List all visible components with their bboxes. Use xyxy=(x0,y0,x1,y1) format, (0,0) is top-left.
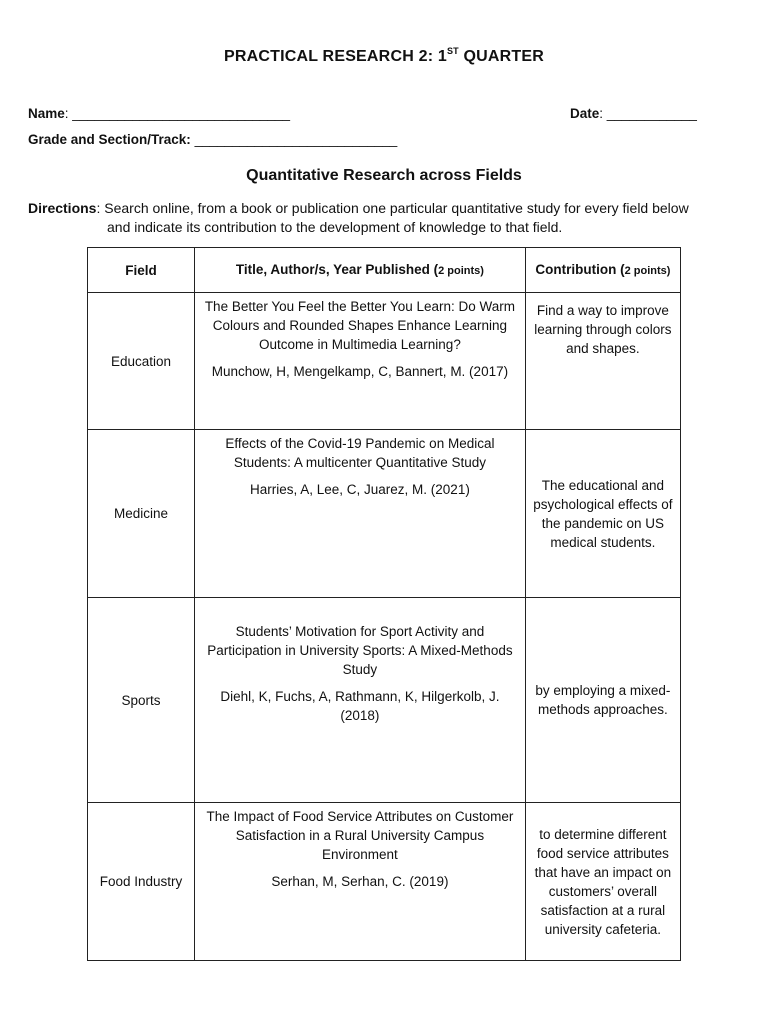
cell-title-citation[interactable] xyxy=(195,598,526,803)
table-row xyxy=(88,803,681,961)
table-row xyxy=(88,430,681,598)
name-label: Name xyxy=(28,106,65,121)
table-row xyxy=(88,598,681,803)
header-title-author-year: Title, Author/s, Year Published (2 points) xyxy=(195,248,526,293)
title-suffix: QUARTER xyxy=(458,48,545,65)
cell-contribution[interactable]: Find a way to improve learning through colors and shapes. xyxy=(525,293,680,430)
directions-label: Directions xyxy=(28,200,97,216)
cell-field: Education xyxy=(88,293,195,430)
study-title: Effects of the Covid-19 Pandemic on Medical Students: A multicenter Quantitative Study xyxy=(225,436,495,470)
directions-line-1: : Search online, from a book or publication one particular quantitative study for every field below xyxy=(96,200,689,216)
cell-title-citation[interactable] xyxy=(195,803,526,961)
table-row xyxy=(88,293,681,430)
date-blank[interactable]: : ____________ xyxy=(599,106,697,121)
cell-contribution[interactable]: The educational and psychological effects of the pandemic on US medical students. xyxy=(525,430,680,598)
table-header-row xyxy=(88,248,681,293)
header-title-points: 2 points) xyxy=(438,264,484,277)
section-heading: Quantitative Research across Fields xyxy=(246,167,522,184)
cell-field: Sports xyxy=(88,598,195,803)
study-title: The Impact of Food Service Attributes on Customer Satisfaction in a Rural University Campus Environment xyxy=(206,809,514,862)
cell-field: Medicine xyxy=(88,430,195,598)
grade-label: Grade and Section/Track: xyxy=(28,132,191,147)
grade-section-field[interactable] xyxy=(28,132,397,147)
document-title xyxy=(0,46,768,66)
title-prefix: PRACTICAL RESEARCH 2: 1 xyxy=(223,48,447,65)
study-title: Students’ Motivation for Sport Activity and Participation in University Sports: A Mixed-Methods Study xyxy=(207,624,513,677)
study-citation: Diehl, K, Fuchs, A, Rathmann, K, Hilgerkolb, J. (2018) xyxy=(220,689,500,723)
study-citation: Harries, A, Lee, C, Juarez, M. (2021) xyxy=(249,482,470,497)
title-superscript: ST xyxy=(446,46,459,56)
name-field[interactable] xyxy=(28,106,290,121)
study-citation: Munchow, H, Mengelkamp, C, Bannert, M. (2017) xyxy=(211,364,509,379)
study-title: The Better You Feel the Better You Learn: Do Warm Colours and Rounded Shapes Enhance Learning Outcome in Multimedia Learning? xyxy=(204,299,515,352)
cell-title-citation[interactable] xyxy=(195,430,526,598)
directions-line-2: and indicate its contribution to the development of knowledge to that field. xyxy=(107,219,563,235)
header-contribution: Contribution (2 points) xyxy=(525,248,680,293)
name-blank[interactable]: : _____________________________ xyxy=(64,106,291,121)
cell-contribution[interactable]: to determine different food service attributes that have an impact on customers’ overall satisfaction at a rural university cafeteria. xyxy=(525,803,680,961)
research-table xyxy=(87,247,681,961)
study-citation: Serhan, M, Serhan, C. (2019) xyxy=(271,874,449,889)
cell-contribution[interactable]: by employing a mixed-methods approaches. xyxy=(525,598,680,803)
cell-field: Food Industry xyxy=(88,803,195,961)
directions-paragraph xyxy=(28,199,748,237)
date-field[interactable] xyxy=(570,106,697,121)
cell-title-citation[interactable] xyxy=(195,293,526,430)
grade-blank[interactable]: ___________________________ xyxy=(190,132,398,147)
date-label: Date xyxy=(570,106,600,121)
header-contribution-points: 2 points) xyxy=(624,264,671,277)
header-field: Field xyxy=(88,248,195,293)
